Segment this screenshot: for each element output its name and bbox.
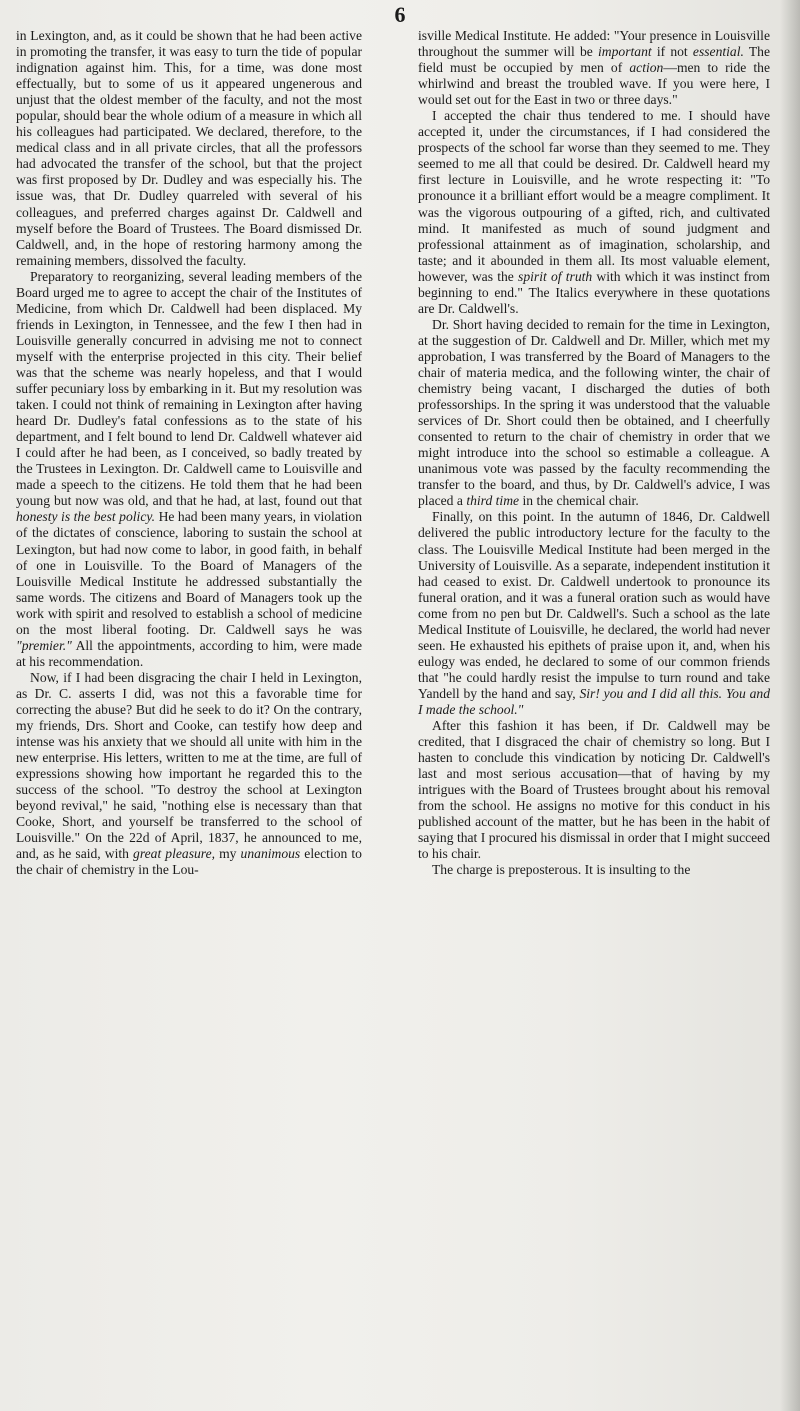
paragraph-text: The charge is preposterous. It is insulting to the xyxy=(432,862,691,878)
paragraph-text: Dr. Short having decided to remain for the time in Lexington, at the suggestion of Dr. Caldwell and Dr. Miller, which met my approbation, I was transferred by the Board of Managers to the chair of materia medica, and the following winter, the chair of chemistry being vacant, I discharged the duties of both professorships. In the spring it was understood that the valuable services of Dr. Short could then be obtained, and I cheerfully consented to return to the chair of chemistry in order that we might introduce into the school so estimable a colleague. A unanimous vote was passed by the faculty recommending the transfer to the board, and thus, by Dr. Caldwell's advice, I was placed a xyxy=(418,316,770,509)
paragraph xyxy=(418,862,770,878)
italic-text: essential. xyxy=(692,44,744,60)
paragraph-text: All the appointments, according to him, were made at his recommendation. xyxy=(16,637,362,669)
paragraph-text: in the chemical chair. xyxy=(522,493,639,509)
paragraph-text: if not xyxy=(656,44,688,60)
paragraph-text: Preparatory to reorganizing, several leading members of the Board urged me to agree to accept the chair of the Institutes of Medicine, from which Dr. Caldwell had been displaced. My friends in Lexington, in Tennessee, and the few I then had in Louisville generally concurred in advising me not to connect myself with the enterprise projected in this city. Their belief was that the scheme was nearly hopeless, and that I would suffer pecuniary loss by embarking in it. But my resolution was taken. I could not think of remaining in Lexington after having heard Dr. Dudley's fatal confessions as to the state of his department, and I felt bound to lend Dr. Caldwell whatever aid I could after he had been, as I conceived, so badly treated by the Trustees in Lexington. Dr. Caldwell came to Louisville and made a speech to the citizens. He told them that he had been young but now was old, and that he had, at last, found out that xyxy=(16,268,362,509)
paragraph-text: in Lexington, and, as it could be shown that he had been active in promoting the transfer, it was easy to turn the tide of popular indignation against him. This, for a time, was done most effectually, but to some of us it appeared ungenerous and unjust that the oldest member of the faculty, and not the most popular, should bear the whole odium of a measure in which all his colleagues had participated. We declared, therefore, to the medical class and in all private circles, that all the professors had advocated the transfer of the school, but that the project was first proposed by Dr. Dudley and was especially his. The issue was, that Dr. Dudley quarreled with several of his colleagues, and preferred charges against Dr. Caldwell and myself before the Board of Trustees. The Board dismissed Dr. Caldwell, and, in the hope of restoring harmony among the remaining members, dissolved the faculty. xyxy=(16,28,363,268)
paragraph-text: Finally, on this point. In the autumn of 1846, Dr. Caldwell delivered the public introductory lecture for the faculty to the class. The Louisville Medical Institute had been merged in the University of Louisville. As a separate, independent institution it had ceased to exist. Dr. Caldwell undertook to pronounce its funeral oration, and it was a funeral oration such as would have come from no pen but Dr. Caldwell's. Such a school as the late Medical Institute of Louisville, he declared, the world had never seen. He exhausted his epithets of praise upon it, and, when his eulogy was ended, he declared to some of our common friends that "he could hardly resist the impulse to turn round and take Yandell by the hand and say, xyxy=(418,509,770,701)
paragraph-text: The field must be occupied by men of xyxy=(418,44,770,76)
italic-text: spirit of truth xyxy=(518,268,593,284)
right-column xyxy=(418,28,770,878)
paragraph-text: election to the chair of chemistry in the Lou- xyxy=(16,846,362,878)
italic-text: great pleasure, xyxy=(133,846,216,862)
paragraph xyxy=(16,28,362,269)
paragraph-text: He had been many years, in violation of the dictates of conscience, laboring to sustain the school at Lexington, but had now come to labor, in good faith, in behalf of one in Louisville. To the Board of Managers of the Louisville Medical Institute he addressed substantially the same words. The citizens and Board of Managers took up the work with spirit and resolved to establish a school of medicine on the most liberal footing. Dr. Caldwell says he was xyxy=(16,509,362,637)
italic-text: important xyxy=(598,44,652,60)
paragraph xyxy=(418,509,770,718)
italic-text: honesty is the best policy. xyxy=(16,509,156,525)
paragraph-text: with which it was instinct from beginning to end." The Italics everywhere in these quotations are Dr. Caldwell's. xyxy=(418,268,770,316)
paragraph xyxy=(418,317,770,510)
paragraph-text: I accepted the chair thus tendered to me. I should have accepted it, under the circumstances, if I had considered the prospects of the school far worse than they seemed to me. They seemed to me all that could be desired. Dr. Caldwell heard my first lecture in Louisville, and he wrote respecting it: "To pronounce it a brilliant effort would be a meagre compliment. It was the vigorous outpouring of a gifted, rich, and cultivated mind. It manifested as much of sound judgment and professional attainment as of imagination, scholarship, and taste; and it abounded in them all. Its most valuable element, however, was the xyxy=(418,108,770,284)
italic-text: "premier." xyxy=(16,637,72,653)
paragraph xyxy=(418,28,770,108)
paragraph xyxy=(418,108,770,317)
page-edge-shadow xyxy=(780,0,800,1411)
italic-text: unanimous xyxy=(240,846,301,862)
paragraph-text: my xyxy=(219,846,237,862)
paragraph xyxy=(16,269,362,670)
paragraph xyxy=(16,670,362,879)
paragraph xyxy=(418,718,770,862)
left-column xyxy=(16,28,362,878)
paragraph-text: Now, if I had been disgracing the chair I held in Lexington, as Dr. C. asserts I did, was not this a favorable time for correcting the abuse? But did he seek to do it? On the contrary, my friends, Drs. Short and Cooke, can testify how deep and intense was his anxiety that we should all unite with him in the new enterprise. His letters, written to me at the time, are full of expressions showing how important he regarded this to the success of the school. "To destroy the school at Lexington beyond revival," he said, "nothing else is necessary than that Cooke, Short, and yourself be transferred to the school of Louisville." On the 22d of April, 1837, he announced to me, and, as he said, with xyxy=(16,669,362,862)
italic-text: third time xyxy=(466,493,520,509)
paragraph-text: After this fashion it has been, if Dr. Caldwell may be credited, that I disgraced the chair of chemistry so long. But I hasten to conclude this vindication by noticing Dr. Caldwell's last and most serious accusation—that of having by my intrigues with the Board of Trustees brought about his removal from the school. He assigns no motive for this conduct in his published account of the matter, but he has been in the habit of saying that I procured his dismissal in order that I might succeed to his chair. xyxy=(418,718,770,862)
italic-text: action xyxy=(629,60,664,76)
page-number: 6 xyxy=(394,2,406,27)
paragraph-text: —men to ride the whirlwind and breast the troubled wave. If you were here, I would set out for the East in two or three days." xyxy=(418,60,770,108)
paragraph-text: isville Medical Institute. He added: "Your presence in Louisville throughout the summer will be xyxy=(418,28,770,60)
italic-text: Sir! you and I did all this. You and I made the school." xyxy=(418,685,770,717)
